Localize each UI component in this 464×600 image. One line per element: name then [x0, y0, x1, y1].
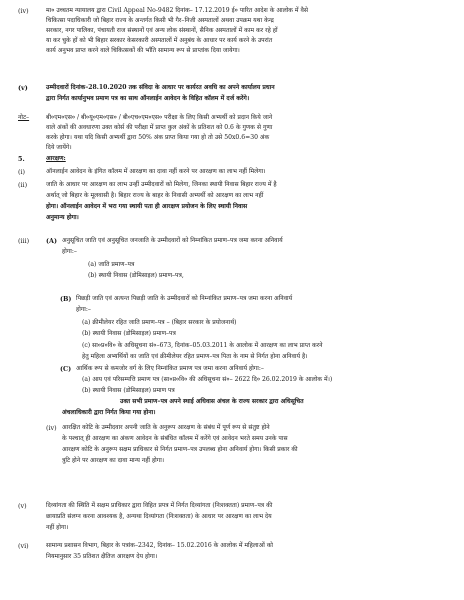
item-iii-c-marker: (C)	[60, 365, 72, 373]
para-v-marker: (v)	[18, 84, 28, 92]
item-ii-marker: (ii)	[18, 181, 28, 189]
item-iv-marker: (iv)	[46, 424, 57, 432]
item-iii-a-sub-a: (a) जाति प्रमाण–पत्र	[88, 261, 135, 268]
item-iii-bold-note-line-1: उक्त सभी प्रमाण–पत्र अपने स्थाई अधिवास अंचल के राज्य सरकार द्वारा अधिसूचित	[120, 398, 304, 405]
item-vi-line-1: सामान्य प्रशासन विभाग, बिहार के पत्रांक–2342, दिनांक– 15.02.2016 के आलोक में महिलाओं को	[46, 542, 273, 549]
para-iv-line-1: मा० उच्चतम न्यायालय द्वारा Civil Appeal No-9482 दिनांक– 17.12.2019 ई० पारित आदेश के आलोक में वैसे	[46, 7, 309, 14]
item-iii-c-sub-b: (b) स्थायी निवास (डोमिसाइल) प्रमाण पत्र	[82, 387, 175, 394]
item-iii-c-sub-a: (a) आय एवं परिसम्पत्ति प्रमाण पत्र (सा०प्र०वि० की अधिसूचना सं०– 2622 दि० 26.02.2019 के आलोक में।)	[82, 376, 333, 383]
para-iv-marker: (iv)	[18, 7, 29, 15]
item-v-line-1: दिव्यांगता की स्थिति में सक्षम प्राधिकार द्वारा विहित प्रपत्र में निर्गत दिव्यांगता (निःशक्तता) प्रमाण–पत्र की	[46, 502, 273, 509]
para-v-line-1: उम्मीदवारों दिनांक–28.10.2020 तक संविदा के आधार पर कार्यरत अवधि का अपने कार्यालय प्रधान	[46, 84, 275, 91]
section-5-title: आरक्षण:	[46, 155, 66, 162]
item-i-marker: (i)	[18, 168, 26, 176]
item-ii-line-4: अनुमान्य होगा।	[46, 214, 79, 221]
para-iv-line-4: या कर चुके हों को भी बिहार सरकार केसरकारी अस्पतालों में अनुबंध के आधार पर कार्य करने के उपरांत	[46, 37, 273, 44]
item-iii-b-sub-a: (a) क्रीमीलेयर रहित जाति प्रमाण–पत्र – (बिहार सरकार के प्रयोजनार्थ)	[82, 319, 237, 326]
item-iii-b-sub-c: (c) सा०प्र०वि० के अधिसूचना सं०–673, दिनांक–05.03.2011 के आलोक में आरक्षण का लाभ प्राप्त करने	[82, 342, 323, 349]
para-iv-line-5: कार्य अनुभव प्राप्त करने वाले चिकित्सकों की भाँति सामान्य रूप से प्राप्तांक दिया जायेगा।	[46, 47, 240, 54]
item-iv-line-1: आरक्षित कोटि के उम्मीदवार अपनी जाति के अनुरूप आरक्षण के संबंध में पूर्ण रूप से संतुष्ट होने	[62, 424, 270, 431]
item-ii-line-3: होगा। ऑनलाईन आवेदन में भरा गया स्थायी पता ही आरक्षण प्रयोजन के लिए स्थायी निवास	[46, 203, 248, 210]
item-i-line-1: ऑनलाईन आवेदन के इंगित कॉलम में आरक्षण का दावा नहीं करने पर आरक्षण का लाभ नहीं मिलेगा।	[46, 168, 266, 175]
item-ii-line-1: जाति के आधार पर आरक्षण का लाभ उन्हीं उम्मीदवारों को मिलेगा, जिनका स्थायी निवास बिहार राज्य में है	[46, 181, 277, 188]
item-v-marker: (v)	[18, 502, 27, 510]
note-line-1: बी०एम०एस० / बी०यू०एम०एस० / बी०एच०एम०एस० परीक्षा के लिए किसी अभ्यर्थी को प्रदान किये जाने	[46, 114, 273, 121]
para-iv-line-2: चिकित्सा पदाधिकारी जो बिहार राज्य के अन्तर्गत किसी भी गैर–निजी अस्पतालों अथवा उपक्रम यथा केन्द्र	[46, 17, 274, 24]
item-iv-line-2: के पश्चात् ही आरक्षण का अंकण आवेदन के संबंधित कॉलम में करेंगे एवं आवेदन भरते समय उनके पास	[62, 435, 288, 442]
item-ii-line-2: अर्थात् जो बिहार के मूलवासी है। बिहार राज्य के बाहर के निवासी अभ्यर्थी को आरक्षण का लाभ नहीं	[46, 192, 264, 199]
para-iv-line-3: सरकार, नगर पालिका, पंचायती राज संस्थानों एवं अन्य लोक संस्थानों, सैनिक अस्पतालों में काम कर रहे हों	[46, 27, 278, 34]
item-iii-a-marker: (A)	[46, 237, 58, 245]
item-iii-b-sub-b: (b) स्थायी निवास (डोमिसाइल) प्रमाण–पत्र	[82, 330, 176, 337]
item-v-line-3: नहीं होगा।	[46, 524, 69, 531]
item-iv-line-4: त्रुटि होने पर आरक्षण का दावा मान्य नहीं होगा।	[62, 457, 165, 464]
item-iii-b-marker: (B)	[60, 295, 72, 303]
item-iii-bold-note-line-2: अंचलाधिकारी द्वारा निर्गत किया गया होना।	[62, 409, 156, 416]
note-label: नोट–	[18, 114, 30, 121]
para-v-line-2: द्वारा निर्गत कार्यानुभव प्रमाण पत्र का साथ ऑनलाईन आवेदन के विहित कॉलम में दर्ज करेंगे।	[46, 95, 250, 102]
item-iii-b-line-2: होगा:–	[76, 306, 91, 313]
item-vi-marker: (vi)	[18, 542, 29, 550]
item-iii-c-line-1: आर्थिक रूप से कमजोर वर्ग के लिए निम्नांकित प्रमाण पत्र जमा करना अनिवार्य होगा:–	[76, 365, 264, 372]
item-iv-line-3: आरक्षण कोटि के अनुरूप सक्षम प्राधिकार से निर्गत प्रमाण–पत्र उपलब्ध होना अनिवार्य होगा। किसी प्रकार की	[62, 446, 298, 453]
item-vi-line-2: नियमानुसार 35 प्रतिशत क्षैतिज आरक्षण देय होगा।	[46, 553, 158, 560]
note-line-3: करके होगा। यथा यदि किसी अभ्यर्थी द्वारा 50% अंक प्राप्त किया गया हो तो उसे 50x0.6=30 अंक	[46, 134, 270, 141]
item-iii-a-line-1: अनुसूचित जाति एवं अनुसूचित जनजाति के उम्मीदवारों को निम्नांकित प्रमाण–पत्र जमा करना अनिवार्य	[62, 237, 283, 244]
note-line-4: दिये जायेंगे।	[46, 144, 72, 151]
item-iii-marker: (iii)	[18, 237, 30, 245]
note-line-2: वाले अंकों की अवधारणा उक्त कोर्स की परीक्षा में प्राप्त कुल अंकों के प्रतिशत को 0.6 के गुणक से गुणा	[46, 124, 273, 131]
item-iii-b-sub-c-cont: हेतु महिला अभ्यर्थियों का जाति एवं क्रीमीलेयर रहित प्रमाण–पत्र पिता के नाम से निर्गत होना अनिवार्य है।	[82, 353, 308, 360]
section-5-number: 5.	[18, 155, 25, 163]
item-iii-a-line-2: होगा:–	[62, 248, 77, 255]
item-iii-a-sub-b: (b) स्थायी निवास (डोमिसाइल) प्रमाण–पत्र,	[88, 272, 184, 279]
item-iii-b-line-1: पिछड़ी जाति एवं अत्यन्त पिछड़ी जाति के उम्मीदवारों को निम्नांकित प्रमाण–पत्र जमा करना अनिवार्य	[76, 295, 293, 302]
item-v-line-2: छायाप्रति संलग्न करना आवश्यक है, अन्यथा दिव्यांगता (निःशक्तता) के आधार पर आरक्षण का लाभ देय	[46, 513, 272, 520]
